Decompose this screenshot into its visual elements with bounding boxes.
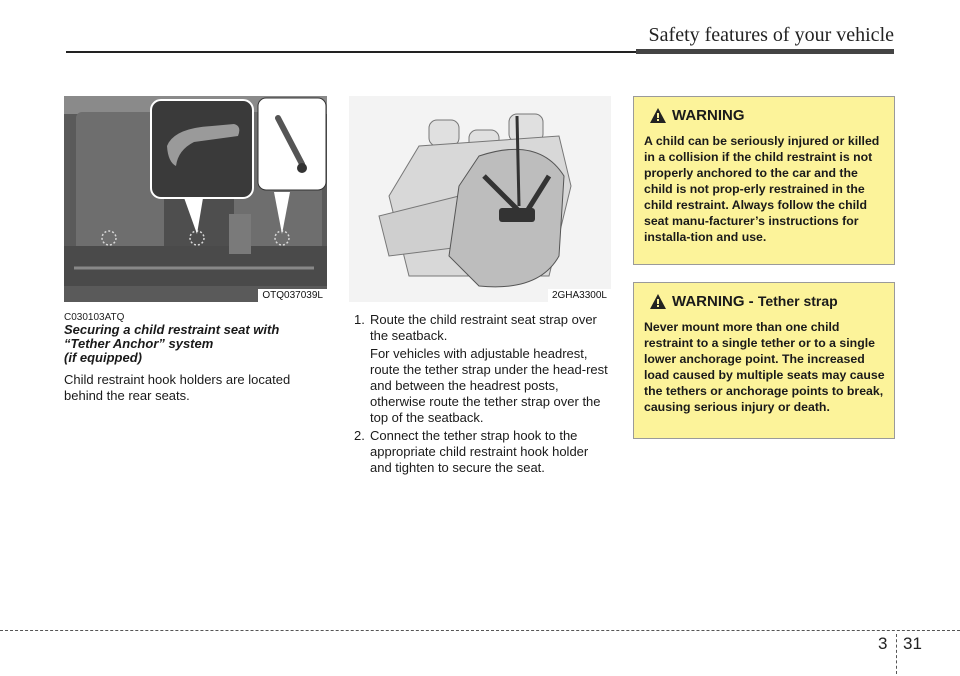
warning-subtitle: Tether strap: [757, 293, 838, 309]
step-number: 1.: [354, 312, 365, 327]
warning-box-tether-strap: [633, 282, 895, 439]
instruction-steps: [354, 312, 612, 478]
warning-title: WARNING -: [672, 293, 758, 310]
warning-triangle-icon: [650, 294, 666, 309]
warning-text: Never mount more than one child restraint to a single tether or to a single lower anchorage point. The increased load caused by multiple seats may cause the tethers or anchorage points to break, causing serious injury or death.: [644, 320, 885, 414]
warning-box-child-restraint: [633, 96, 895, 265]
section-heading: Securing a child restraint seat with “Tether Anchor” system (if equipped): [64, 322, 280, 365]
rear-seat-hook-holder-photo: [64, 96, 327, 302]
footer-rule: [0, 630, 960, 631]
page-number: 31: [903, 634, 922, 653]
warning-heading: [650, 293, 838, 310]
warning-triangle-icon: [650, 108, 666, 123]
step-number: 2.: [354, 428, 365, 443]
step-text: Connect the tether strap hook to the appropriate child restraint hook holder and tighten to secure the seat.: [370, 428, 589, 475]
rear-seat-illustration: [64, 96, 327, 302]
section-body: Child restraint hook holders are located behind the rear seats.: [64, 372, 291, 403]
step-item: [354, 312, 612, 344]
section-code: C030103ATQ: [64, 312, 125, 323]
warning-heading: [650, 107, 745, 124]
step-subnote: For vehicles with adjustable headrest, route the tether strap under the head-rest and between the headrest posts, otherwise route the tether strap over the top of the seatback.: [370, 346, 608, 425]
photo-code-label: OTQ037039L: [258, 289, 327, 302]
child-seat-illustration: [349, 96, 611, 302]
photo-code-label: 2GHA3300L: [548, 289, 611, 302]
footer-divider: [896, 634, 897, 674]
child-seat-tether-photo: [349, 96, 611, 302]
page-header-title: Safety features of your vehicle: [648, 24, 894, 46]
step-item: [354, 428, 612, 476]
warning-text: A child can be seriously injured or killed in a collision if the child restraint is not properly anchored to the car and the child is not prop-erly restrained in the child restraint. Always follow the child seat manu-facturer’s instructions for installa-tion and use.: [644, 134, 880, 244]
chapter-number: 3: [878, 634, 888, 653]
header-rule-accent: [636, 49, 894, 54]
warning-title: WARNING: [672, 107, 745, 124]
step-text: Route the child restraint seat strap over the seatback.: [370, 312, 597, 343]
